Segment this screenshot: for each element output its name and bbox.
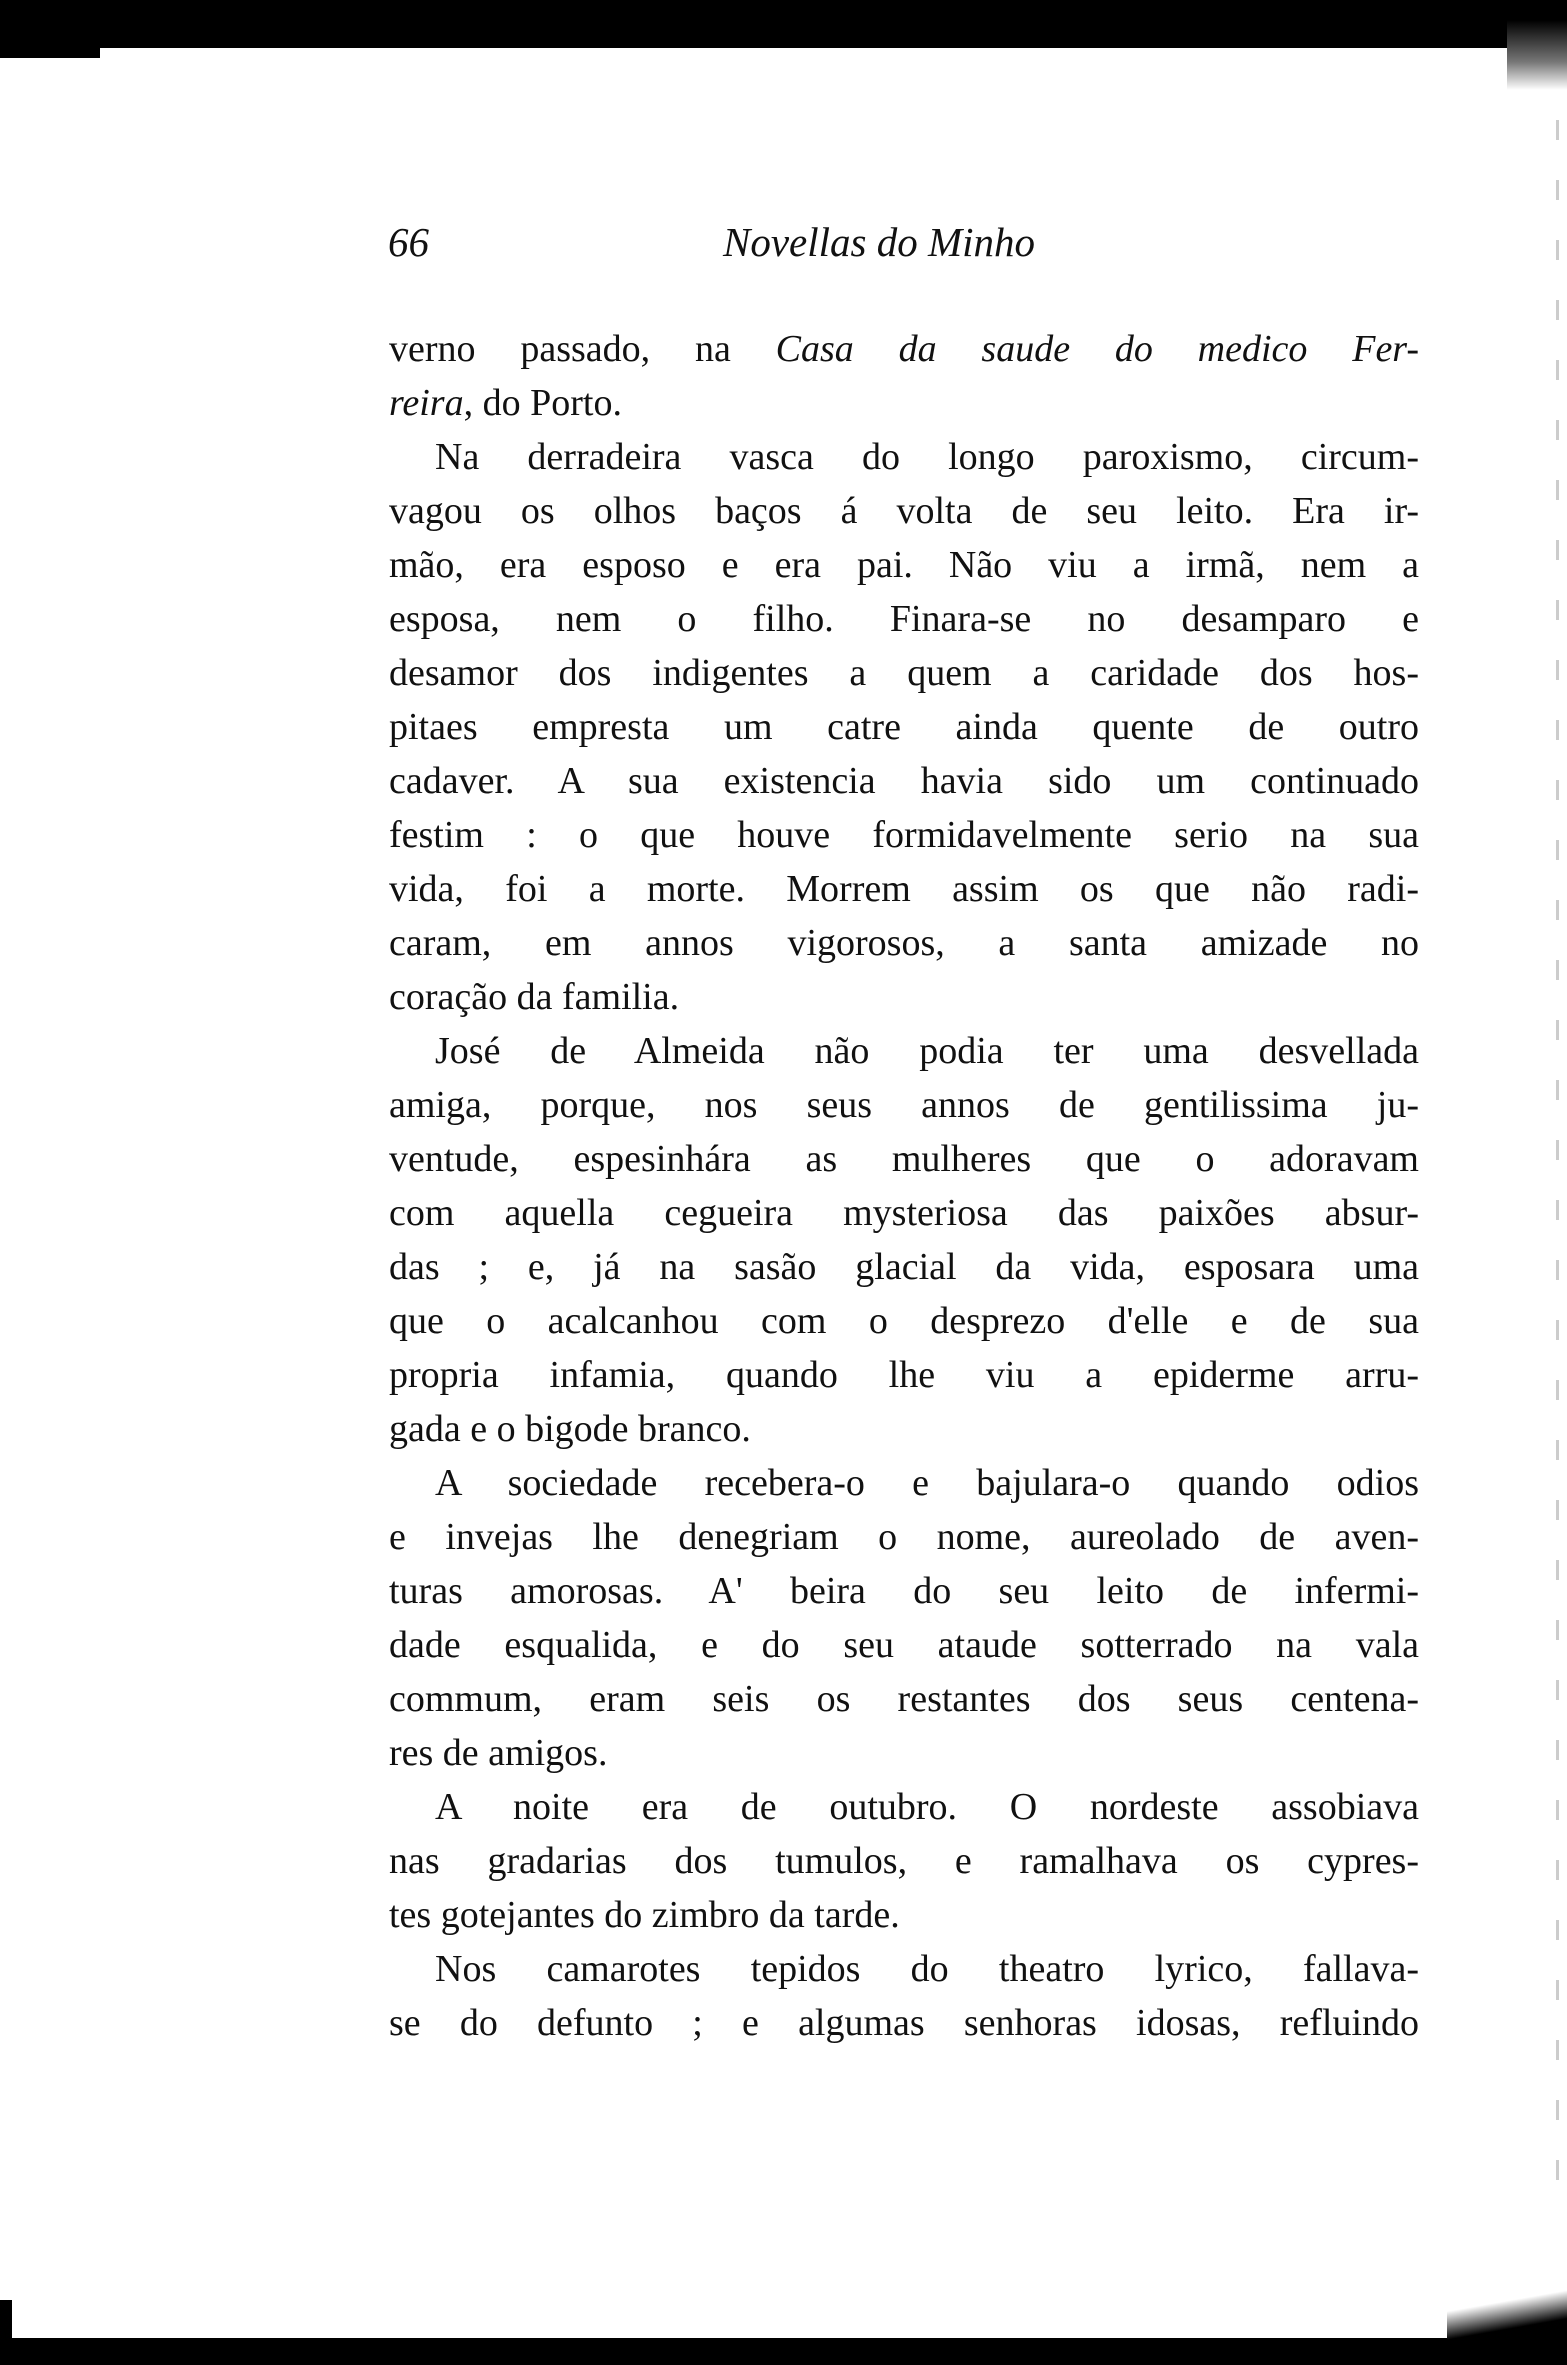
text-line — [389, 1942, 1419, 1996]
text-segment: pitaes empresta um catre ainda quente de outro — [389, 706, 1419, 748]
scan-top-border — [1507, 20, 1567, 90]
text-line-content — [389, 1516, 1419, 1558]
text-segment: com aquella cegueira mysteriosa das paixões absur- — [389, 1192, 1419, 1234]
text-line — [389, 916, 1419, 970]
page-number: 66 — [388, 219, 429, 265]
text-segment: esposa, nem o filho. Finara-se no desamparo e — [389, 598, 1419, 640]
text-line — [389, 1834, 1419, 1888]
text-segment: coração da familia. — [389, 976, 680, 1018]
text-segment: dade esqualida, e do seu ataude sotterrado na vala — [389, 1624, 1419, 1666]
text-line-content — [389, 544, 1419, 586]
text-line-content — [389, 1678, 1419, 1720]
text-segment: res de amigos. — [389, 1732, 608, 1774]
text-line-content — [389, 1408, 751, 1450]
text-segment: verno passado, na — [389, 328, 776, 370]
scan-bottom-border — [0, 2300, 12, 2340]
text-segment: e invejas lhe denegriam o nome, aureolado de aven- — [389, 1516, 1419, 1558]
text-line — [389, 1456, 1419, 1510]
text-segment: caram, em annos vigorosos, a santa amizade no — [389, 922, 1419, 964]
text-line-content — [389, 1300, 1419, 1342]
text-segment: se do defunto ; e algumas senhoras idosas, refluindo — [389, 2002, 1419, 2044]
text-line — [389, 1510, 1419, 1564]
text-line — [389, 808, 1419, 862]
scan-top-border — [0, 20, 100, 58]
text-line-content — [389, 1732, 607, 1774]
text-line — [389, 700, 1419, 754]
text-line — [389, 1348, 1419, 1402]
text-segment: amiga, porque, nos seus annos de gentilissima ju- — [389, 1084, 1419, 1126]
text-segment: Nos camarotes tepidos do theatro lyrico, fallava- — [435, 1948, 1419, 1990]
text-line — [389, 1294, 1419, 1348]
text-segment: , do Porto. — [463, 382, 622, 424]
text-line — [389, 430, 1419, 484]
text-segment: propria infamia, quando lhe viu a epiderme arru- — [389, 1354, 1419, 1396]
text-segment: commum, eram seis os restantes dos seus centena- — [389, 1678, 1419, 1720]
text-line-content — [389, 1894, 900, 1936]
text-line-content — [435, 1786, 1419, 1828]
text-line — [389, 862, 1419, 916]
scan-top-border — [100, 20, 1510, 48]
text-line — [389, 1996, 1419, 2050]
text-line-content — [389, 976, 679, 1018]
text-segment: festim : o que houve formidavelmente serio na sua — [389, 814, 1419, 856]
text-line — [389, 1888, 1419, 1942]
text-line-content — [389, 1570, 1419, 1612]
text-line-content — [389, 382, 622, 424]
text-segment: das ; e, já na sasão glacial da vida, esposara uma — [389, 1246, 1419, 1288]
scan-bottom-border — [1447, 2290, 1567, 2340]
text-line-content — [389, 2002, 1419, 2044]
text-segment: A sociedade recebera-o e bajulara-o quando odios — [435, 1462, 1419, 1504]
text-line — [389, 1078, 1419, 1132]
text-line-content — [389, 1624, 1419, 1666]
page-header — [388, 218, 1418, 278]
text-line-content — [389, 652, 1419, 694]
italic-text: reira — [389, 382, 464, 424]
text-line — [389, 1618, 1419, 1672]
text-line — [389, 970, 1419, 1024]
text-line — [389, 1024, 1419, 1078]
text-line — [389, 322, 1419, 376]
text-line — [389, 1402, 1419, 1456]
text-line-content — [389, 1246, 1419, 1288]
scan-right-edge — [1556, 120, 1559, 2220]
text-line — [389, 1672, 1419, 1726]
running-title: Novellas do Minho — [723, 219, 1036, 265]
text-line — [389, 1564, 1419, 1618]
text-segment: vida, foi a morte. Morrem assim os que não radi- — [389, 868, 1419, 910]
text-line — [389, 646, 1419, 700]
text-line — [389, 376, 1419, 430]
text-segment: A noite era de outubro. O nordeste assobiava — [435, 1786, 1419, 1828]
text-segment: ventude, espesinhára as mulheres que o adoravam — [389, 1138, 1419, 1180]
text-line-content — [389, 760, 1419, 802]
text-line-content — [389, 868, 1419, 910]
text-line — [389, 484, 1419, 538]
text-segment: turas amorosas. A' beira do seu leito de infermi- — [389, 1570, 1419, 1612]
text-line-content — [389, 814, 1419, 856]
text-line-content — [435, 436, 1419, 478]
text-line-content — [435, 1030, 1419, 1072]
text-line-content — [389, 1840, 1419, 1882]
scan-top-border — [0, 0, 1567, 20]
text-line-content — [389, 922, 1419, 964]
text-segment: nas gradarias dos tumulos, e ramalhava os cypres- — [389, 1840, 1419, 1882]
text-segment: tes gotejantes do zimbro da tarde. — [389, 1894, 900, 1936]
text-segment: Na derradeira vasca do longo paroxismo, circum- — [435, 436, 1419, 478]
text-line-content — [435, 1462, 1419, 1504]
scan-bottom-border — [0, 2338, 1567, 2365]
text-segment: José de Almeida não podia ter uma desvellada — [435, 1030, 1419, 1072]
text-line-content — [389, 1084, 1419, 1126]
text-line-content — [389, 598, 1419, 640]
text-line-content — [389, 1354, 1419, 1396]
text-segment: gada e o bigode branco. — [389, 1408, 751, 1450]
text-line — [389, 1780, 1419, 1834]
text-segment: que o acalcanhou com o desprezo d'elle e de sua — [389, 1300, 1419, 1342]
text-line-content — [389, 706, 1419, 748]
text-line — [389, 1186, 1419, 1240]
text-line-content — [389, 490, 1419, 532]
text-line — [389, 754, 1419, 808]
text-segment: mão, era esposo e era pai. Não viu a irmã, nem a — [389, 544, 1419, 586]
text-line — [389, 1726, 1419, 1780]
text-segment: cadaver. A sua existencia havia sido um continuado — [389, 760, 1419, 802]
text-segment: desamor dos indigentes a quem a caridade dos hos- — [389, 652, 1419, 694]
text-line — [389, 538, 1419, 592]
text-line — [389, 1240, 1419, 1294]
text-line-content — [435, 1948, 1419, 1990]
text-line-content — [389, 1138, 1419, 1180]
text-line — [389, 1132, 1419, 1186]
text-segment: vagou os olhos baços á volta de seu leito. Era ir- — [389, 490, 1419, 532]
page-body-text — [389, 322, 1419, 2050]
text-line-content — [389, 328, 1419, 370]
text-line-content — [389, 1192, 1419, 1234]
text-line — [389, 592, 1419, 646]
italic-text: Casa da saude do medico Fer- — [775, 328, 1419, 370]
